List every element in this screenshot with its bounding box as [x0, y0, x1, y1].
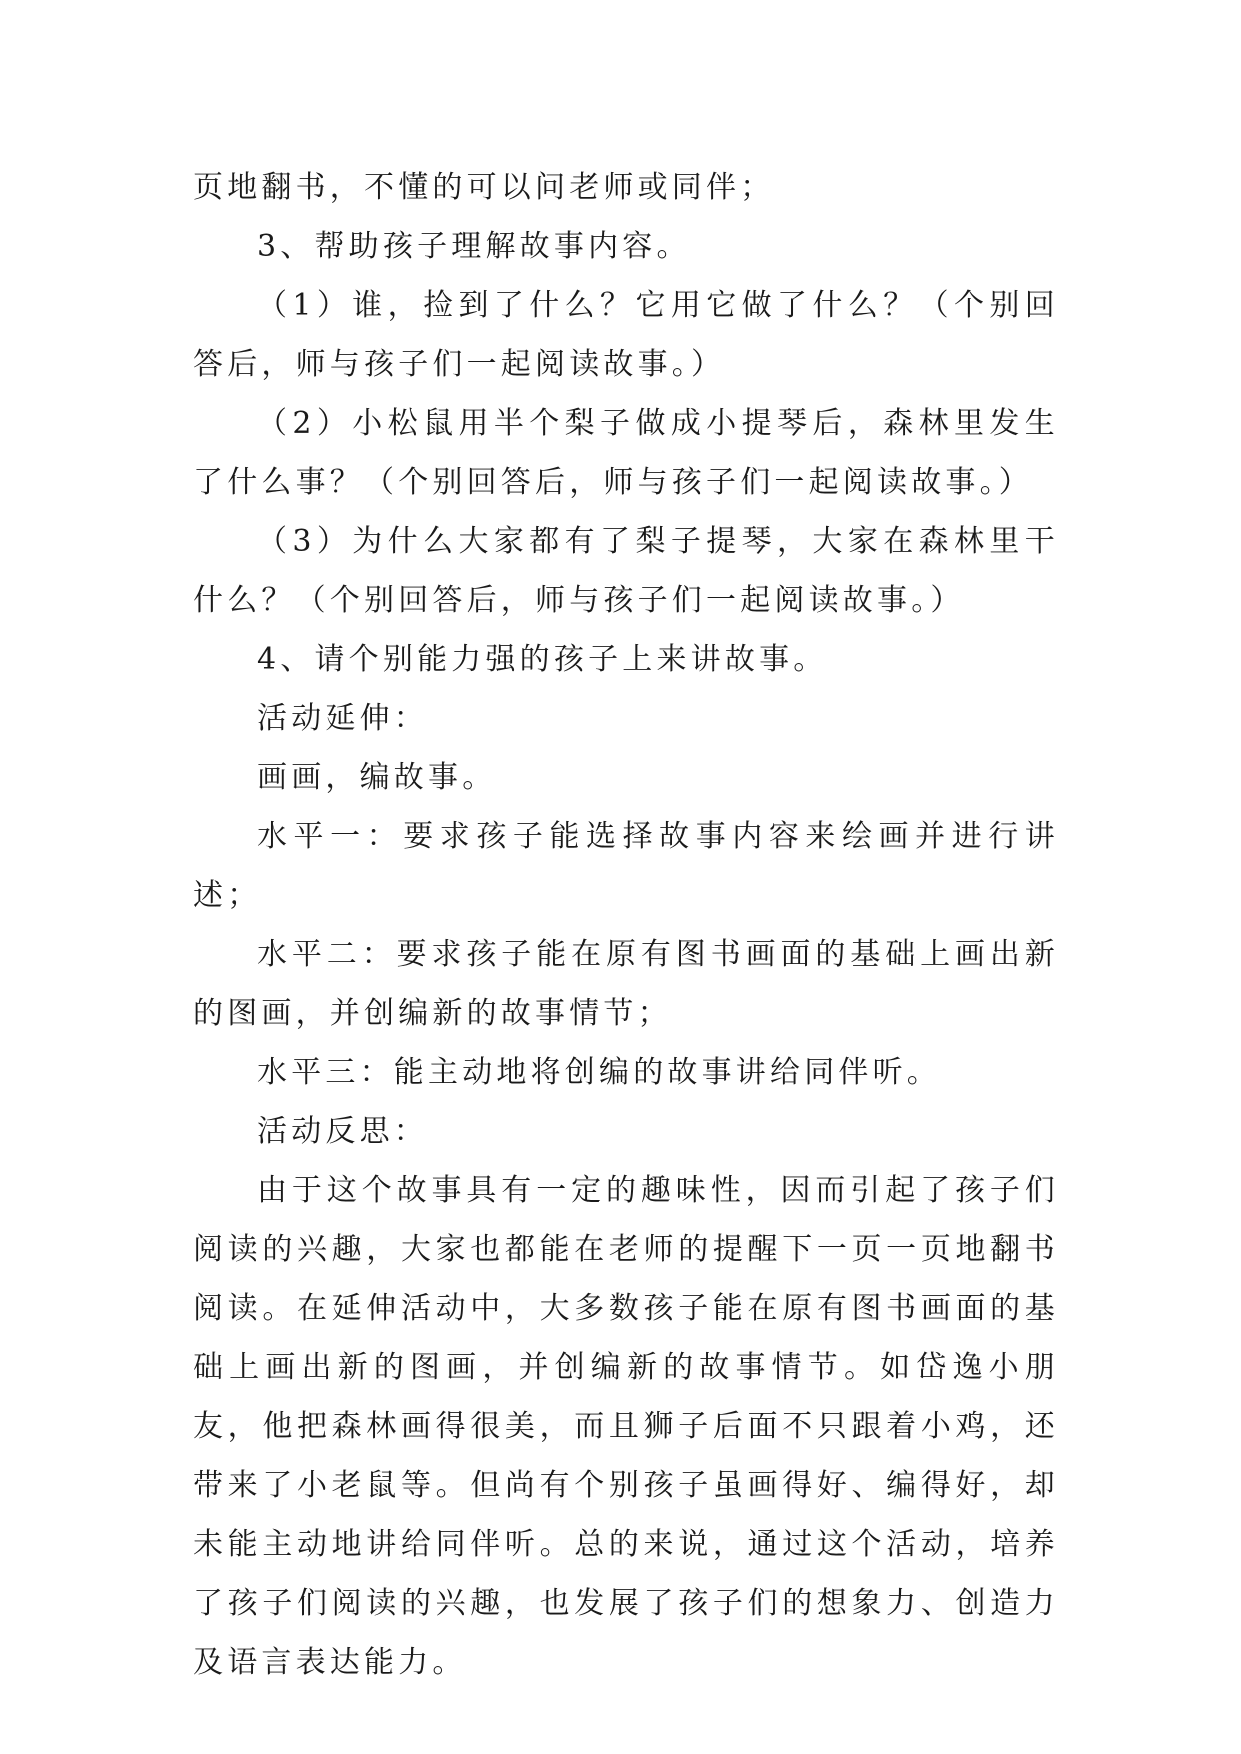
paragraph-question-2: （2）小松鼠用半个梨子做成小提琴后，森林里发生了什么事？（个别回答后，师与孩子们一起阅读故事。） [193, 406, 1059, 500]
paragraph-question-3: （3）为什么大家都有了梨子提琴，大家在森林里干什么？（个别回答后，师与孩子们一起阅读故事。） [193, 524, 1059, 618]
paragraph-draw-story: 画画，编故事。 [257, 760, 497, 795]
paragraph-level-2: 水平二：要求孩子能在原有图书画面的基础上画出新的图画，并创编新的故事情节； [193, 937, 1059, 1031]
heading-activity-reflection: 活动反思： [257, 1114, 428, 1149]
heading-activity-extension: 活动延伸： [257, 701, 428, 736]
paragraph-level-1: 水平一：要求孩子能选择故事内容来绘画并进行讲述； [193, 819, 1059, 913]
paragraph-question-1: （1）谁，捡到了什么？它用它做了什么？（个别回答后，师与孩子们一起阅读故事。） [193, 288, 1059, 382]
paragraph-continuation: 页地翻书，不懂的可以问老师或同伴； [193, 170, 775, 205]
paragraph-step-4: 4、请个别能力强的孩子上来讲故事。 [257, 642, 828, 677]
paragraph-step-3: 3、帮助孩子理解故事内容。 [257, 229, 691, 264]
paragraph-reflection-body: 由于这个故事具有一定的趣味性，因而引起了孩子们阅读的兴趣，大家也都能在老师的提醒下一页一页地翻书阅读。在延伸活动中，大多数孩子能在原有图书画面的基础上画出新的图画，并创编新的故事情节。如岱逸小朋友，他把森林画得很美，而且狮子后面不只跟着小鸡，还带来了小老鼠等。但尚有个别孩子虽画得好、编得好，却未能主动地讲给同伴听。总的来说，通过这个活动，培养了孩子们阅读的兴趣，也发展了孩子们的想象力、创造力及语言表达能力。 [193, 1173, 1059, 1680]
paragraph-level-3: 水平三：能主动地将创编的故事讲给同伴听。 [257, 1055, 941, 1090]
document-page [193, 158, 1059, 1692]
